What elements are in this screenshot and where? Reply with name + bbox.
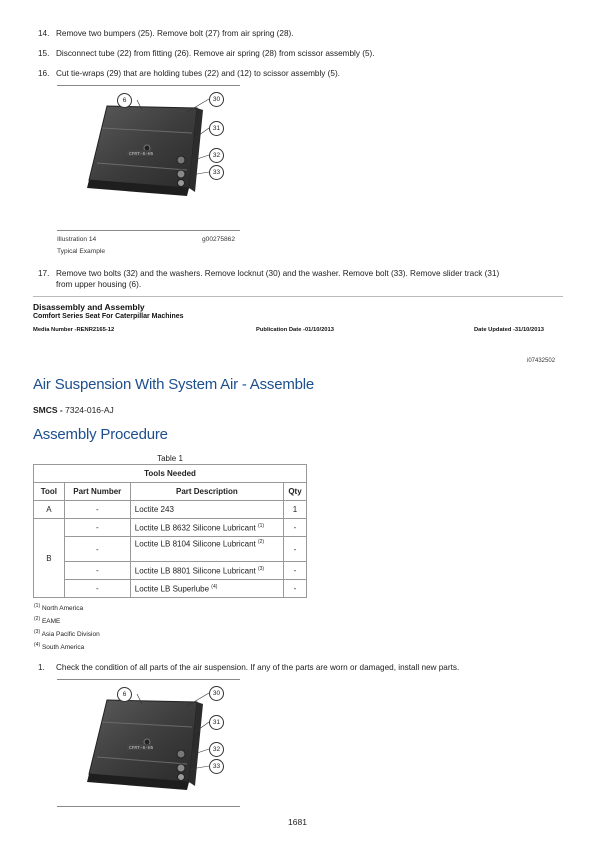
qty-cell: -: [284, 562, 307, 580]
smcs-value: 7324-016-AJ: [62, 405, 114, 415]
step-16: [38, 68, 558, 79]
figure-bottom-rule: [57, 230, 240, 231]
illustration-code: g00275862: [202, 236, 236, 243]
callout-33: 33: [209, 759, 224, 774]
part-number-cell: -: [64, 580, 130, 598]
doc-title: Disassembly and Assembly: [33, 302, 145, 312]
step-number: 14.: [38, 29, 50, 38]
qty-cell: -: [284, 537, 307, 562]
part-number-cell: -: [64, 562, 130, 580]
qty-cell: 1: [284, 501, 307, 519]
date-updated: Date Updated -31/10/2013: [474, 327, 544, 333]
description-text: Loctite LB 8632 Silicone Lubricant: [134, 523, 256, 533]
figure-bottom-rule: [57, 806, 240, 807]
step-number: 17.: [38, 269, 50, 278]
qty-cell: -: [284, 519, 307, 537]
table-row: [34, 580, 307, 598]
publication-date: Publication Date -01/10/2013: [256, 327, 334, 333]
step-text: Check the condition of all parts of the air suspension. If any of the parts are worn or damaged, install new parts.: [56, 663, 460, 672]
smcs-line: [33, 405, 114, 415]
step-text: Remove two bumpers (25). Remove bolt (27) from air spring (28).: [56, 29, 294, 38]
doc-id: i07432502: [527, 358, 556, 364]
footnote-text: South America: [41, 644, 85, 652]
illustration-label: Illustration 14: [57, 236, 97, 243]
figure-top-rule: [57, 85, 240, 86]
description-cell: [130, 519, 283, 537]
column-header: Part Number: [64, 483, 130, 501]
footnote-text: EAME: [41, 618, 61, 626]
footnote: [34, 629, 100, 638]
illustration-caption: Typical Example: [57, 248, 106, 255]
plate-text: CFRT-6-H5: [129, 152, 154, 157]
tool-cell: B: [34, 519, 65, 598]
callout-31: 31: [209, 121, 224, 136]
column-header: Part Description: [130, 483, 283, 501]
callout-6: 6: [117, 93, 132, 108]
part-number-cell: -: [64, 537, 130, 562]
step-14: [38, 28, 558, 39]
step-number: 1.: [38, 663, 45, 672]
footnote-ref: (4): [211, 583, 218, 590]
table-row: [34, 501, 307, 519]
callout-32: 32: [209, 148, 224, 163]
step-1: [38, 662, 558, 673]
step-number: 15.: [38, 49, 50, 58]
footnote-text: North America: [41, 605, 84, 613]
description-text: Loctite LB 8104 Silicone Lubricant: [134, 539, 256, 549]
footnote-text: Asia Pacific Division: [41, 631, 100, 639]
description-cell: [130, 580, 283, 598]
page-number: 1681: [288, 817, 307, 827]
step-text-continued: from upper housing (6).: [56, 280, 142, 289]
footnote: [34, 642, 84, 651]
description-text: Loctite LB Superlube: [134, 584, 210, 594]
table-row: [34, 562, 307, 580]
description-cell: Loctite 243: [130, 501, 283, 519]
description-cell: [130, 537, 283, 562]
table-title: Tools Needed: [34, 465, 307, 483]
footnote-marker: (4): [34, 642, 41, 648]
description-text: Loctite LB 8801 Silicone Lubricant: [134, 566, 256, 576]
step-text: Cut tie-wraps (29) that are holding tubes (22) and (12) to scissor assembly (5).: [56, 69, 340, 78]
part-number-cell: -: [64, 501, 130, 519]
table-header-row: [34, 483, 307, 501]
plate-text: CFRT-6-H5: [129, 746, 154, 751]
footnote-ref: (2): [257, 539, 265, 545]
doc-subtitle: Comfort Series Seat For Caterpillar Machines: [33, 313, 184, 320]
tools-table: [33, 464, 307, 598]
media-number: Media Number -RENR2165-12: [33, 327, 115, 333]
footnote: [34, 603, 83, 612]
step-17: [38, 268, 558, 290]
callout-30: 30: [209, 92, 224, 107]
smcs-label: SMCS -: [33, 405, 63, 415]
callout-32: 32: [209, 742, 224, 757]
figure-top-rule: [57, 679, 240, 680]
footnote-marker: (1): [34, 603, 41, 609]
callout-6: 6: [117, 687, 132, 702]
tool-cell: A: [34, 501, 65, 519]
footnote-ref: (3): [257, 565, 265, 572]
callout-31: 31: [209, 715, 224, 730]
table-row: [34, 519, 307, 537]
step-15: [38, 48, 558, 59]
footnote: [34, 616, 60, 625]
qty-cell: -: [284, 580, 307, 598]
part-number-cell: -: [64, 519, 130, 537]
procedure-title: Assembly Procedure: [33, 426, 168, 443]
description-cell: [130, 562, 283, 580]
section-title: Air Suspension With System Air - Assemble: [33, 376, 315, 393]
footnote-marker: (3): [34, 629, 41, 635]
callout-33: 33: [209, 165, 224, 180]
step-text: Disconnect tube (22) from fitting (26). Remove air spring (28) from scissor assembly (5).: [56, 49, 375, 58]
column-header: Qty: [284, 483, 307, 501]
callout-30: 30: [209, 686, 224, 701]
footnote-marker: (2): [34, 616, 41, 622]
column-header: Tool: [34, 483, 65, 501]
table-caption: Table 1: [157, 454, 183, 463]
step-number: 16.: [38, 69, 50, 78]
step-text: Remove two bolts (32) and the washers. Remove locknut (30) and the washer. Remove bolt (33). Remove slider track (31): [56, 269, 500, 278]
footnote-ref: (1): [257, 522, 265, 529]
table-row: [34, 537, 307, 562]
header-rule: [33, 296, 563, 297]
